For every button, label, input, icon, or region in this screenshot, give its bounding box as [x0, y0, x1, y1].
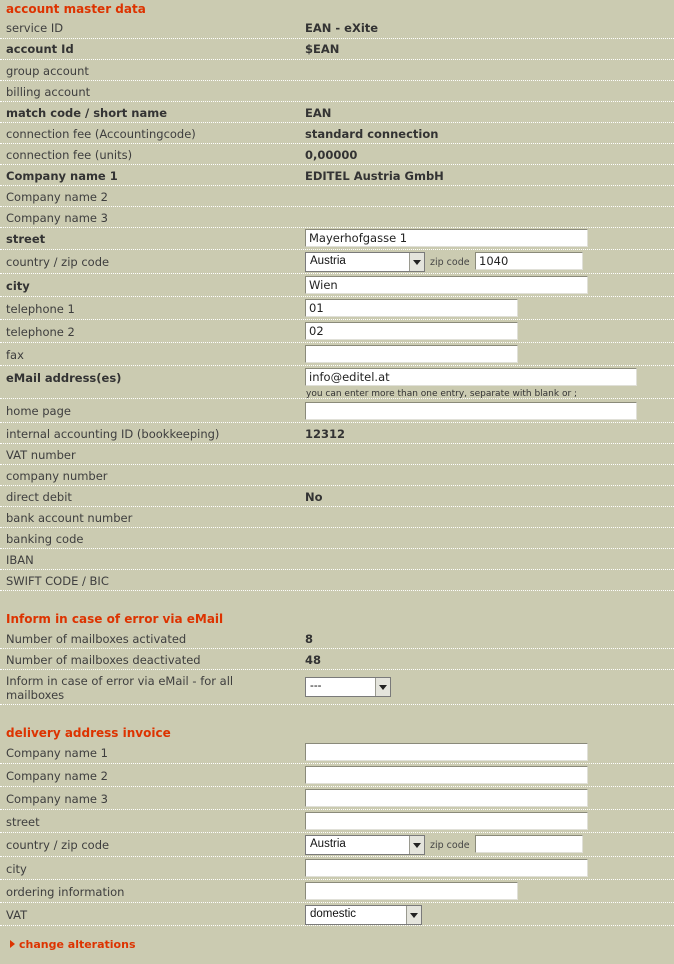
swift-label: SWIFT CODE / BIC	[6, 574, 109, 588]
row-delivery-company-3	[0, 787, 674, 810]
mailboxes-deactivated-value: 48	[305, 653, 322, 667]
city-input[interactable]: Wien	[305, 276, 588, 294]
delivery-vat-label: VAT	[6, 908, 28, 922]
inform-all-select[interactable]	[305, 677, 391, 697]
delivery-street-label: street	[6, 815, 40, 829]
email-input[interactable]: info@editel.at	[305, 368, 637, 386]
row-account-id	[0, 39, 674, 60]
row-internal-id	[0, 423, 674, 444]
telephone-2-label: telephone 2	[6, 325, 75, 339]
company-1-value: EDITEL Austria GmbH	[305, 169, 444, 183]
vat-number-label: VAT number	[6, 448, 76, 462]
chevron-down-icon[interactable]	[409, 253, 424, 271]
ordering-info-label: ordering information	[6, 885, 125, 899]
company-2-label: Company name 2	[6, 190, 108, 204]
country-select[interactable]	[305, 252, 425, 272]
row-telephone-1	[0, 297, 674, 320]
inform-all-label-line2: mailboxes	[6, 688, 65, 702]
chevron-down-icon[interactable]	[375, 678, 390, 696]
chevron-down-icon[interactable]	[409, 836, 424, 854]
homepage-label: home page	[6, 404, 71, 418]
account-id-value: $EAN	[305, 42, 340, 56]
row-ordering-info	[0, 880, 674, 903]
billing-account-label: billing account	[6, 85, 91, 99]
row-banking-code	[0, 528, 674, 549]
row-delivery-street	[0, 810, 674, 833]
delivery-company-2-input[interactable]	[305, 766, 588, 784]
account-id-label: account Id	[6, 42, 74, 56]
company-3-label: Company name 3	[6, 211, 108, 225]
row-connection-fee-units	[0, 144, 674, 165]
fax-label: fax	[6, 348, 24, 362]
section-title-delivery: delivery address invoice	[6, 726, 171, 740]
telephone-1-label: telephone 1	[6, 302, 75, 316]
row-email	[0, 366, 674, 399]
inform-all-label-line1: Inform in case of error via eMail - for all	[6, 674, 234, 688]
row-swift	[0, 570, 674, 591]
delivery-vat-select[interactable]	[305, 905, 422, 925]
zip-code-input[interactable]: 1040	[475, 252, 583, 270]
connection-fee-code-label: connection fee (Accountingcode)	[6, 127, 196, 141]
row-delivery-vat	[0, 903, 674, 926]
delivery-country-zip-label: country / zip code	[6, 838, 110, 852]
iban-label: IBAN	[6, 553, 34, 567]
row-homepage	[0, 399, 674, 423]
row-direct-debit	[0, 486, 674, 507]
row-match-code	[0, 102, 674, 123]
delivery-country-select[interactable]	[305, 835, 425, 855]
triangle-right-icon	[10, 940, 15, 948]
chevron-down-icon[interactable]	[406, 906, 421, 924]
section-title-master: account master data	[6, 2, 146, 16]
country-select-value: Austria	[310, 255, 346, 267]
row-company-2	[0, 186, 674, 207]
row-company-number	[0, 465, 674, 486]
row-street	[0, 228, 674, 250]
telephone-2-input[interactable]: 02	[305, 322, 518, 340]
row-group-account	[0, 60, 674, 81]
row-delivery-city	[0, 857, 674, 880]
email-label: eMail address(es)	[6, 371, 122, 385]
section-title-error-mail: Inform in case of error via eMail	[6, 612, 224, 626]
row-iban	[0, 549, 674, 570]
street-label: street	[6, 232, 46, 246]
banking-code-label: banking code	[6, 532, 84, 546]
delivery-vat-select-value: domestic	[310, 908, 357, 920]
email-hint: you can enter more than one entry, separate with blank or ;	[306, 389, 578, 399]
row-company-1	[0, 165, 674, 186]
row-mailboxes-activated	[0, 628, 674, 649]
delivery-city-input[interactable]	[305, 859, 588, 877]
match-code-label: match code / short name	[6, 106, 168, 120]
fax-input[interactable]	[305, 345, 518, 363]
mailboxes-activated-value: 8	[305, 632, 314, 646]
row-bank-account	[0, 507, 674, 528]
row-connection-fee-code	[0, 123, 674, 144]
bank-account-label: bank account number	[6, 511, 133, 525]
delivery-zip-code-input[interactable]	[475, 835, 583, 853]
mailboxes-deactivated-label: Number of mailboxes deactivated	[6, 653, 201, 667]
row-company-3	[0, 207, 674, 228]
homepage-input[interactable]	[305, 402, 637, 420]
connection-fee-code-value: standard connection	[305, 127, 439, 141]
group-account-label: group account	[6, 64, 89, 78]
delivery-zip-code-label: zip code	[430, 840, 470, 851]
delivery-company-3-input[interactable]	[305, 789, 588, 807]
row-country-zip	[0, 250, 674, 274]
internal-id-value: 12312	[305, 427, 346, 441]
row-service-id	[0, 18, 674, 39]
row-billing-account	[0, 81, 674, 102]
match-code-value: EAN	[305, 106, 332, 120]
street-input[interactable]: Mayerhofgasse 1	[305, 229, 588, 247]
row-fax	[0, 343, 674, 366]
country-zip-label: country / zip code	[6, 255, 110, 269]
delivery-country-select-value: Austria	[310, 838, 346, 850]
delivery-company-1-label: Company name 1	[6, 746, 108, 760]
ordering-info-input[interactable]	[305, 882, 518, 900]
delivery-city-label: city	[6, 862, 27, 876]
delivery-street-input[interactable]	[305, 812, 588, 830]
change-alterations-label: change alterations	[19, 938, 136, 951]
direct-debit-value: No	[305, 490, 323, 504]
service-id-value: EAN - eXite	[305, 21, 379, 35]
company-number-label: company number	[6, 469, 108, 483]
row-delivery-country-zip	[0, 833, 674, 857]
row-mailboxes-deactivated	[0, 649, 674, 670]
delivery-company-3-label: Company name 3	[6, 792, 108, 806]
row-telephone-2	[0, 320, 674, 343]
company-1-label: Company name 1	[6, 169, 118, 183]
zip-code-label: zip code	[430, 257, 470, 268]
change-alterations-link[interactable]	[10, 938, 136, 951]
row-delivery-company-2	[0, 764, 674, 787]
row-delivery-company-1	[0, 741, 674, 764]
telephone-1-input[interactable]: 01	[305, 299, 518, 317]
city-label: city	[6, 279, 30, 293]
row-inform-all	[0, 670, 674, 705]
row-city	[0, 274, 674, 297]
connection-fee-units-value: 0,00000	[305, 148, 358, 162]
row-vat-number	[0, 444, 674, 465]
inform-all-select-value: ---	[310, 680, 322, 692]
service-id-label: service ID	[6, 21, 64, 35]
delivery-company-2-label: Company name 2	[6, 769, 108, 783]
mailboxes-activated-label: Number of mailboxes activated	[6, 632, 187, 646]
direct-debit-label: direct debit	[6, 490, 72, 504]
internal-id-label: internal accounting ID (bookkeeping)	[6, 427, 220, 441]
delivery-company-1-input[interactable]	[305, 743, 588, 761]
connection-fee-units-label: connection fee (units)	[6, 148, 133, 162]
